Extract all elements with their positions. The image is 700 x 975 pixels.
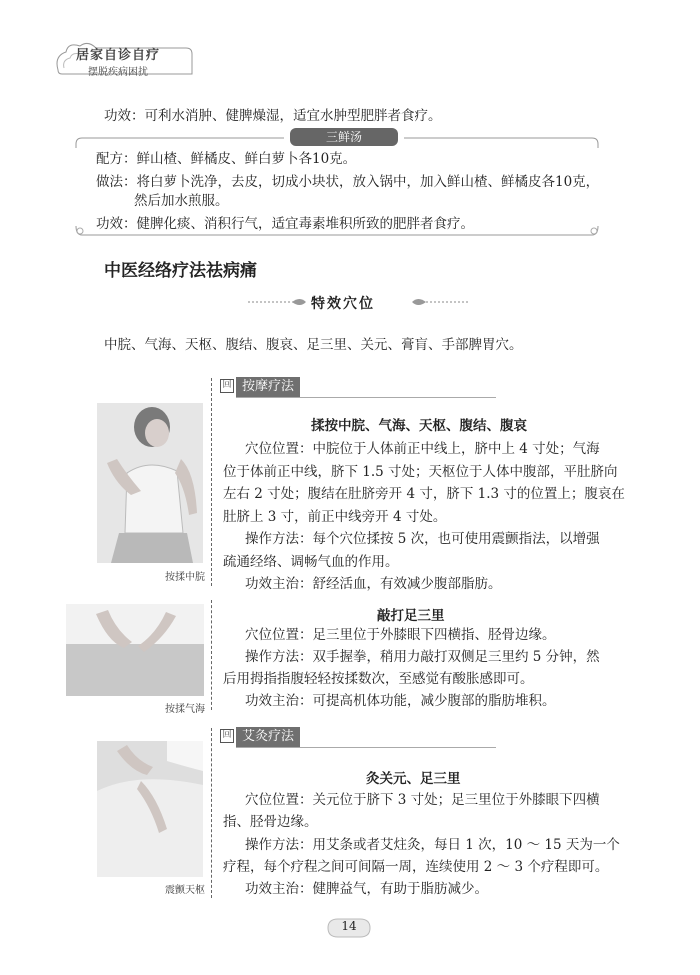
moxa-sub-line: 操作方法：用艾条或者艾炷灸，每日 1 次，10 ～ 15 天为一个 — [245, 837, 620, 853]
points-heading: 特效穴位 — [311, 296, 375, 312]
soup-method-line-1: 做法：将白萝卜洗净，去皮，切成小块状，放入锅中，加入鲜山楂、鲜橘皮各10克， — [96, 174, 600, 190]
moxa-sub-line: 指、胫骨边缘。 — [223, 814, 318, 830]
top-efficacy-line: 功效：可利水消肿、健脾燥湿，适宜水肿型肥胖者食疗。 — [104, 108, 442, 124]
page-number: 14 — [341, 919, 357, 933]
photo-vibrate-tianshu — [97, 741, 203, 877]
massage-sub2-title: 敲打足三里 — [377, 608, 445, 624]
moxa-sub-title: 灸关元、足三里 — [366, 771, 461, 787]
section-title: 中医经络疗法祛病痛 — [104, 261, 257, 281]
column-divider — [211, 378, 212, 586]
soup-name-tag: 三鲜汤 — [290, 128, 398, 146]
photo-press-zhongwan — [97, 403, 203, 563]
massage-sub2-line: 功效主治：可提高机体功能，减少腹部的脂肪堆积。 — [245, 693, 556, 709]
massage-sub1-line: 功效主治：舒经活血，有效减少腹部脂肪。 — [245, 576, 502, 592]
frame-icon: 回 — [220, 379, 234, 393]
caption-photo-2: 按揉气海 — [165, 704, 205, 715]
moxibustion-therapy-label: 艾灸疗法 — [236, 727, 300, 747]
header-title: 居家自诊自疗 — [76, 48, 161, 63]
massage-sub2-line: 穴位位置：足三里位于外膝眼下四横指、胫骨边缘。 — [245, 627, 556, 643]
moxa-sub-line: 穴位位置：关元位于脐下 3 寸处；足三里位于外膝眼下四横 — [245, 792, 600, 808]
massage-sub2-line: 后用拇指指腹轻轻按揉数次，至感觉有酸胀感即可。 — [223, 671, 534, 687]
massage-sub1-line: 穴位位置：中脘位于人体前正中线上，脐中上 4 寸处；气海 — [245, 441, 600, 457]
massage-sub1-line: 肚脐上 3 寸，前正中线旁开 4 寸处。 — [223, 509, 447, 525]
soup-method-line-2: 然后加水煎服。 — [134, 193, 229, 209]
massage-sub1-line: 位于体前正中线，脐下 1.5 寸处；天枢位于人体中腹部，平肚脐向 — [223, 464, 618, 480]
soup-efficacy: 功效：健脾化痰、消积行气，适宜毒素堆积所致的肥胖者食疗。 — [96, 216, 474, 232]
points-list: 中脘、气海、天枢、腹结、腹哀、足三里、关元、膏肓、手部脾胃穴。 — [104, 337, 523, 353]
moxa-sub-line: 疗程，每个疗程之间可间隔一周，连续使用 2 ～ 3 个疗程即可。 — [223, 859, 609, 875]
massage-sub1-line: 操作方法：每个穴位揉按 5 次，也可使用震颤指法，以增强 — [245, 531, 600, 547]
caption-photo-1: 按揉中脘 — [165, 572, 205, 583]
header-subtitle: 摆脱疾病困扰 — [88, 67, 148, 78]
massage-sub1-line: 左右 2 寸处；腹结在肚脐旁开 4 寸，脐下 1.3 寸的位置上；腹哀在 — [223, 486, 625, 502]
moxa-sub-line: 功效主治：健脾益气，有助于脂肪减少。 — [245, 881, 488, 897]
soup-recipe: 配方：鲜山楂、鲜橘皮、鲜白萝卜各10克。 — [96, 151, 357, 167]
column-divider — [211, 728, 212, 898]
frame-icon: 回 — [220, 729, 234, 743]
caption-photo-3: 震颤天枢 — [165, 885, 205, 896]
column-divider — [211, 600, 212, 710]
massage-sub1-title: 揉按中脘、气海、天枢、腹结、腹哀 — [311, 418, 527, 434]
massage-sub1-line: 疏通经络、调畅气血的作用。 — [223, 554, 399, 570]
massage-sub2-line: 操作方法：双手握拳，稍用力敲打双侧足三里约 5 分钟，然 — [245, 649, 600, 665]
photo-press-qihai — [66, 604, 204, 696]
massage-therapy-label: 按摩疗法 — [236, 377, 300, 397]
